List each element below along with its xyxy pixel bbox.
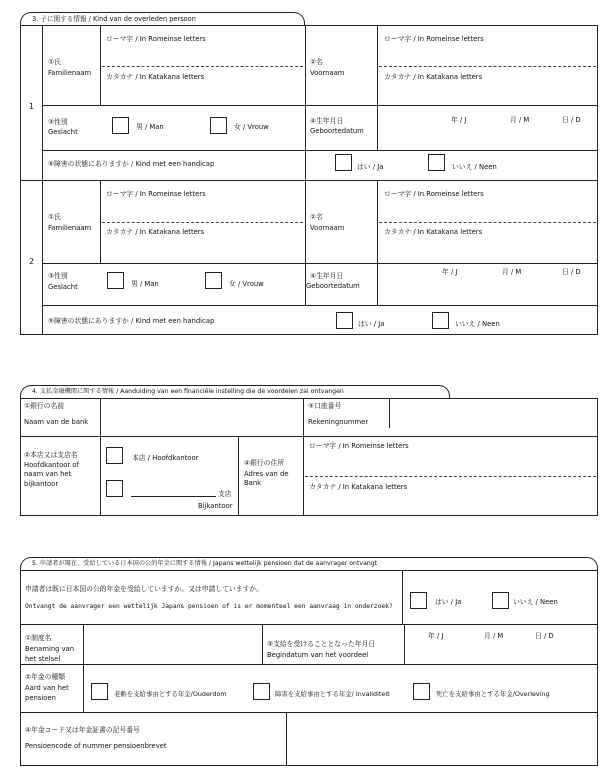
handicap-no-label: いいえ / Neen bbox=[452, 163, 497, 171]
male-label: 男 / Man bbox=[131, 280, 159, 288]
bank-name-label: ①銀行の名前 bbox=[24, 402, 65, 410]
system-label: ①制度名 bbox=[25, 634, 52, 642]
start-date-label: ③支給を受けることとなった年月日 bbox=[267, 640, 376, 648]
male-checkbox[interactable] bbox=[112, 117, 129, 134]
bank-address-label: ④銀行の住所 bbox=[244, 459, 285, 467]
type-old-age-checkbox[interactable] bbox=[91, 683, 108, 700]
account-label: ③口座番号 bbox=[308, 402, 342, 410]
start-date-label-nl: Begindatum van het voordeel bbox=[267, 651, 369, 659]
handicap-yes-label: はい / Ja bbox=[357, 163, 384, 171]
type-label: ②年金の種類 bbox=[25, 673, 66, 681]
start-date-month: 月 / M bbox=[484, 632, 504, 640]
sex-label-nl: Geslacht bbox=[48, 128, 78, 136]
sex-label: ③性別 bbox=[48, 118, 68, 126]
male-checkbox[interactable] bbox=[107, 272, 124, 289]
family-name-katakana[interactable]: カタカナ / In Katakana letters bbox=[106, 228, 205, 236]
given-name-romaji: ローマ字 / In Romeinse letters bbox=[384, 190, 484, 198]
type-survivor-checkbox[interactable] bbox=[413, 683, 430, 700]
handicap-question: ⑤障害の状態にありますか / Kind met een handicap bbox=[48, 317, 215, 325]
bank-address-label-nl-2: Bank bbox=[244, 479, 262, 487]
given-name-katakana[interactable]: カタカナ / In Katakana letters bbox=[384, 73, 483, 81]
bank-name-label-nl: Naam van de bank bbox=[24, 418, 89, 426]
family-name-romaji: ローマ字 / In Romeinse letters bbox=[106, 35, 206, 43]
bank-address-label-nl-1: Adres van de bbox=[244, 470, 289, 478]
account-label-nl: Rekeningnummer bbox=[308, 418, 369, 426]
head-office-label: 本店 / Hoofdkantoor bbox=[132, 454, 199, 462]
pension-no-label: いいえ / Neen bbox=[513, 598, 558, 606]
dob-label-nl: Geboortedatum bbox=[306, 282, 360, 290]
section3-title: 3. 子に関する情報 / Kind van de overleden persoon bbox=[32, 15, 196, 23]
dob-day: 日 / D bbox=[562, 116, 581, 124]
handicap-no-label: いいえ / Neen bbox=[455, 320, 500, 328]
female-checkbox[interactable] bbox=[210, 117, 227, 134]
section4-title: 4. 支払金融機関に関する情報 / Aanduiding van een financiële instelling die de voordelen zal ontvangen bbox=[32, 388, 344, 395]
pension-code-label-nl: Pensioencode of nummer pensioenbrevet bbox=[25, 742, 167, 750]
handicap-yes-label: はい / Ja bbox=[358, 320, 385, 328]
given-name-romaji: ローマ字 / In Romeinse letters bbox=[384, 35, 484, 43]
dob-label: ④生年月日 bbox=[310, 272, 344, 280]
child-index: 2 bbox=[29, 257, 35, 266]
given-name-katakana[interactable]: カタカナ / In Katakana letters bbox=[384, 228, 483, 236]
branch-name-line[interactable] bbox=[131, 496, 216, 497]
type-disability-checkbox[interactable] bbox=[253, 683, 270, 700]
type-label-nl-1: Aard van het bbox=[25, 684, 69, 692]
dob-label-nl: Geboortedatum bbox=[310, 127, 364, 135]
family-name-label: ①氏 bbox=[48, 213, 61, 221]
male-label: 男 / Man bbox=[136, 123, 164, 131]
family-name-label: ①氏 bbox=[48, 58, 61, 66]
type-old-age-label: 老齢を支給事由とする年金/Ouderdom bbox=[114, 690, 227, 698]
pension-no-checkbox[interactable] bbox=[492, 592, 509, 609]
pension-question-nl: Ontvangt de aanvrager een wettelijk Japans pensioen of is er momenteel een aanvraag in onderzoek? bbox=[25, 603, 393, 610]
bank-address-katakana[interactable]: カタカナ / In Katakana letters bbox=[309, 483, 408, 491]
dob-day: 日 / D bbox=[562, 268, 581, 276]
branch-label: ②本店又は支店名 bbox=[24, 451, 78, 459]
branch-checkbox[interactable] bbox=[106, 480, 123, 497]
given-name-label-nl: Voornaam bbox=[310, 224, 345, 232]
type-label-nl-2: pensioen bbox=[25, 694, 56, 702]
branch-label-nl-3: bijkantoor bbox=[24, 480, 59, 488]
head-office-checkbox[interactable] bbox=[106, 447, 123, 464]
start-date-day: 日 / D bbox=[535, 632, 554, 640]
system-label-nl-2: het stelsel bbox=[25, 655, 61, 663]
dob-month: 月 / M bbox=[510, 116, 530, 124]
female-label: 女 / Vrouw bbox=[234, 123, 269, 131]
dob-month: 月 / M bbox=[502, 268, 522, 276]
branch-label-nl-1: Hoofdkantoor of bbox=[24, 461, 79, 469]
type-disability-label: 障害を支給事由とする年金/ Invaliditeit bbox=[275, 690, 390, 698]
handicap-question: ⑤障害の状態にありますか / Kind met een handicap bbox=[48, 160, 215, 168]
child-index: 1 bbox=[29, 102, 35, 111]
given-name-label: ②名 bbox=[310, 58, 323, 66]
family-name-label-nl: Familienaam bbox=[48, 69, 92, 77]
dob-label: ④生年月日 bbox=[310, 117, 344, 125]
branch-nl: Bijkantoor bbox=[198, 502, 233, 510]
sex-label-nl: Geslacht bbox=[48, 283, 78, 291]
family-name-katakana[interactable]: カタカナ / In Katakana letters bbox=[106, 73, 205, 81]
handicap-no-checkbox[interactable] bbox=[432, 312, 449, 329]
female-label: 女 / Vrouw bbox=[229, 280, 264, 288]
branch-jp: 支店 bbox=[218, 490, 232, 498]
given-name-label-nl: Voornaam bbox=[310, 69, 345, 77]
pension-question-jp: 申請者は既に日本国の公的年金を受給していますか。又は申請していますか。 bbox=[25, 585, 263, 593]
branch-label-nl-2: naam van het bbox=[24, 470, 72, 478]
pension-yes-label: はい / Ja bbox=[435, 598, 462, 606]
dob-year: 年 / J bbox=[451, 116, 467, 124]
handicap-no-checkbox[interactable] bbox=[428, 154, 445, 171]
dob-year: 年 / J bbox=[442, 268, 458, 276]
type-survivor-label: 死亡を支給事由とする年金/Overleving bbox=[436, 690, 550, 698]
start-date-year: 年 / J bbox=[428, 632, 444, 640]
pension-yes-checkbox[interactable] bbox=[410, 592, 427, 609]
handicap-yes-checkbox[interactable] bbox=[336, 312, 353, 329]
family-name-label-nl: Familienaam bbox=[48, 224, 92, 232]
given-name-label: ②名 bbox=[310, 213, 323, 221]
female-checkbox[interactable] bbox=[205, 272, 222, 289]
system-label-nl-1: Benaming van bbox=[25, 645, 75, 653]
section5-table bbox=[20, 570, 598, 766]
sex-label: ③性別 bbox=[48, 272, 68, 280]
section5-title: 5. 申請者が現在、受給している日本国の公的年金に関する情報 / Japans wettelijk pensioen dat de aanvrager ontvangt bbox=[32, 560, 378, 567]
pension-code-label: ④年金コード又は年金証書の記号番号 bbox=[25, 726, 140, 734]
family-name-romaji: ローマ字 / In Romeinse letters bbox=[106, 190, 206, 198]
bank-address-romaji[interactable]: ローマ字 / In Romeinse letters bbox=[309, 442, 409, 450]
handicap-yes-checkbox[interactable] bbox=[335, 154, 352, 171]
